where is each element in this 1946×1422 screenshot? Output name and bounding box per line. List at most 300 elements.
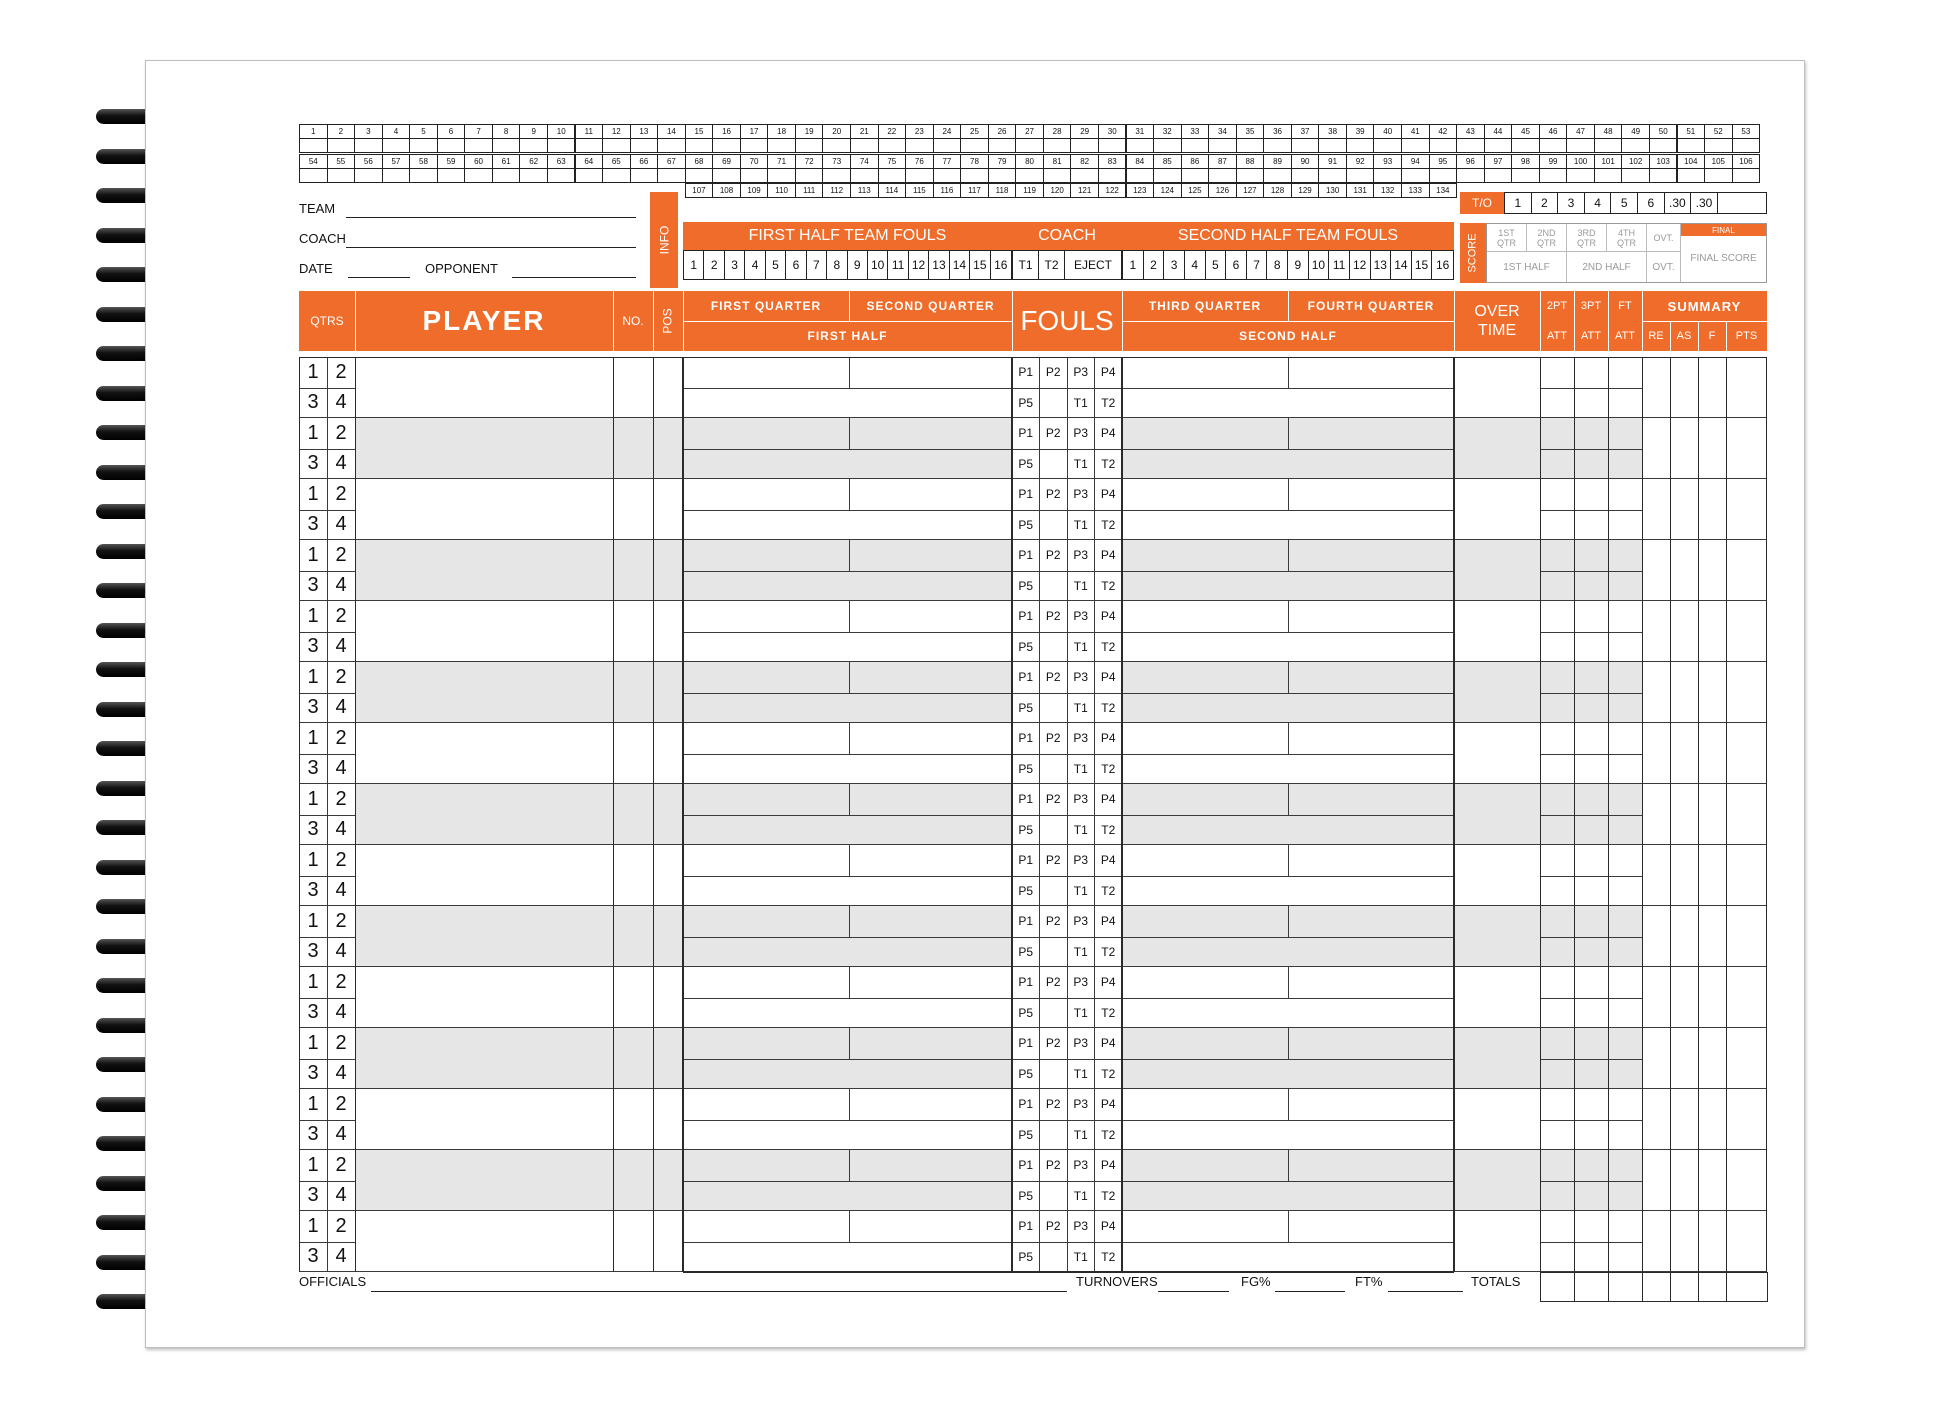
- second-half-scoring[interactable]: [1122, 1059, 1454, 1090]
- personal-foul-box[interactable]: P3: [1067, 479, 1095, 510]
- fourth-quarter-scoring[interactable]: [1288, 1028, 1454, 1059]
- fourth-quarter-scoring[interactable]: [1288, 540, 1454, 571]
- score-mark-box[interactable]: [795, 138, 824, 153]
- third-quarter-scoring[interactable]: [1122, 967, 1288, 998]
- player-number-field[interactable]: [613, 662, 653, 723]
- personal-foul-box[interactable]: [1040, 510, 1068, 541]
- second-half-scoring[interactable]: [1122, 876, 1454, 907]
- second-quarter-scoring[interactable]: [849, 1028, 1012, 1059]
- second-half-scoring[interactable]: [1122, 815, 1454, 846]
- score-mark-box[interactable]: [822, 168, 851, 183]
- third-quarter-scoring[interactable]: [1122, 479, 1288, 510]
- quarter-check[interactable]: 2: [335, 970, 347, 993]
- personal-foul-box[interactable]: P5: [1012, 937, 1040, 968]
- personal-foul-box[interactable]: P3: [1067, 1089, 1095, 1120]
- player-name-field[interactable]: [355, 906, 613, 967]
- second-half-team-foul-box[interactable]: 9: [1288, 251, 1309, 279]
- personal-foul-box[interactable]: P1: [1012, 1028, 1040, 1059]
- first-half-score-cell[interactable]: 1ST HALF: [1487, 252, 1567, 282]
- score-mark-box[interactable]: [1043, 168, 1072, 183]
- score-mark-box[interactable]: [988, 168, 1017, 183]
- quarter-check[interactable]: 3: [307, 696, 319, 719]
- player-position-field[interactable]: [653, 662, 683, 723]
- timeout-box[interactable]: 4: [1585, 193, 1612, 213]
- quarter-check[interactable]: 1: [307, 482, 319, 505]
- first-half-scoring[interactable]: [683, 693, 1012, 724]
- third-quarter-scoring[interactable]: [1122, 845, 1288, 876]
- personal-foul-box[interactable]: P3: [1067, 662, 1095, 693]
- score-mark-box[interactable]: [1318, 138, 1347, 153]
- first-half-scoring[interactable]: [683, 815, 1012, 846]
- timeout-box[interactable]: 3: [1558, 193, 1585, 213]
- player-name-field[interactable]: [355, 1211, 613, 1272]
- score-quarter-cell[interactable]: 3RD QTR: [1567, 224, 1607, 252]
- personal-foul-box[interactable]: P2: [1040, 1089, 1068, 1120]
- personal-foul-box[interactable]: P1: [1012, 723, 1040, 754]
- first-half-scoring[interactable]: [683, 876, 1012, 907]
- first-half-scoring[interactable]: [683, 449, 1012, 480]
- quarter-check[interactable]: 4: [335, 1062, 347, 1085]
- score-mark-box[interactable]: [602, 138, 631, 153]
- player-number-field[interactable]: [613, 845, 653, 906]
- player-position-field[interactable]: [653, 357, 683, 418]
- personal-foul-box[interactable]: P5: [1012, 449, 1040, 480]
- personal-foul-box[interactable]: P1: [1012, 845, 1040, 876]
- score-mark-box[interactable]: [988, 138, 1017, 153]
- personal-foul-box[interactable]: P1: [1012, 784, 1040, 815]
- score-mark-box[interactable]: [1429, 168, 1458, 183]
- player-name-field[interactable]: [355, 601, 613, 662]
- second-half-team-foul-box[interactable]: 13: [1371, 251, 1392, 279]
- personal-foul-box[interactable]: P4: [1095, 1089, 1123, 1120]
- score-mark-box[interactable]: [822, 138, 851, 153]
- quarter-check[interactable]: 3: [307, 940, 319, 963]
- first-quarter-scoring[interactable]: [683, 1089, 849, 1120]
- personal-foul-box[interactable]: P4: [1095, 357, 1123, 388]
- score-mark-box[interactable]: [1153, 168, 1182, 183]
- quarter-check[interactable]: 4: [335, 1184, 347, 1207]
- second-half-team-foul-box[interactable]: 12: [1350, 251, 1371, 279]
- personal-foul-box[interactable]: P4: [1095, 845, 1123, 876]
- second-half-scoring[interactable]: [1122, 388, 1454, 419]
- second-quarter-scoring[interactable]: [849, 662, 1012, 693]
- personal-foul-box[interactable]: T1: [1067, 449, 1095, 480]
- score-mark-box[interactable]: [1511, 138, 1540, 153]
- quarter-check[interactable]: 4: [335, 1123, 347, 1146]
- second-half-scoring[interactable]: [1122, 571, 1454, 602]
- player-number-field[interactable]: [613, 784, 653, 845]
- quarter-check[interactable]: 4: [335, 1001, 347, 1024]
- coach-t2[interactable]: T2: [1039, 251, 1065, 279]
- first-half-team-foul-box[interactable]: 13: [929, 251, 949, 279]
- personal-foul-box[interactable]: T1: [1067, 876, 1095, 907]
- second-quarter-scoring[interactable]: [849, 967, 1012, 998]
- score-mark-box[interactable]: [1318, 168, 1347, 183]
- personal-foul-box[interactable]: P1: [1012, 540, 1040, 571]
- personal-foul-box[interactable]: P2: [1040, 357, 1068, 388]
- second-half-scoring[interactable]: [1122, 1120, 1454, 1151]
- player-name-field[interactable]: [355, 479, 613, 540]
- first-quarter-scoring[interactable]: [683, 845, 849, 876]
- quarter-check[interactable]: 4: [335, 635, 347, 658]
- personal-foul-box[interactable]: P4: [1095, 479, 1123, 510]
- score-mark-box[interactable]: [905, 168, 934, 183]
- player-number-field[interactable]: [613, 1150, 653, 1211]
- second-half-team-foul-box[interactable]: 16: [1436, 258, 1450, 272]
- player-number-field[interactable]: [613, 479, 653, 540]
- score-mark-box[interactable]: [464, 138, 493, 153]
- player-position-field[interactable]: [653, 601, 683, 662]
- score-mark-box[interactable]: [630, 138, 659, 153]
- quarter-check[interactable]: 1: [307, 1214, 319, 1237]
- quarter-check[interactable]: 3: [307, 513, 319, 536]
- personal-foul-box[interactable]: P3: [1067, 723, 1095, 754]
- score-mark-box[interactable]: [850, 168, 879, 183]
- second-half-team-foul-box[interactable]: 11: [1329, 251, 1350, 279]
- fourth-quarter-scoring[interactable]: [1288, 723, 1454, 754]
- player-position-field[interactable]: [653, 967, 683, 1028]
- personal-foul-box[interactable]: P5: [1012, 1242, 1040, 1273]
- personal-foul-box[interactable]: P3: [1067, 1028, 1095, 1059]
- personal-foul-box[interactable]: P5: [1012, 388, 1040, 419]
- total-box[interactable]: [1698, 1272, 1727, 1302]
- third-quarter-scoring[interactable]: [1122, 784, 1288, 815]
- personal-foul-box[interactable]: P4: [1095, 967, 1123, 998]
- third-quarter-scoring[interactable]: [1122, 1150, 1288, 1181]
- first-half-scoring[interactable]: [683, 510, 1012, 541]
- player-name-field[interactable]: [355, 1089, 613, 1150]
- player-name-field[interactable]: [355, 845, 613, 906]
- player-name-field[interactable]: [355, 1150, 613, 1211]
- second-half-scoring[interactable]: [1122, 449, 1454, 480]
- quarter-check[interactable]: 2: [335, 421, 347, 444]
- player-position-field[interactable]: [653, 1150, 683, 1211]
- team-input-line[interactable]: [346, 217, 636, 218]
- personal-foul-box[interactable]: [1040, 1059, 1068, 1090]
- personal-foul-box[interactable]: P2: [1040, 479, 1068, 510]
- personal-foul-box[interactable]: P4: [1095, 418, 1123, 449]
- first-quarter-scoring[interactable]: [683, 418, 849, 449]
- personal-foul-box[interactable]: [1040, 754, 1068, 785]
- quarter-check[interactable]: 3: [307, 1184, 319, 1207]
- quarter-check[interactable]: 1: [307, 1092, 319, 1115]
- score-mark-box[interactable]: [575, 168, 604, 183]
- personal-foul-box[interactable]: T1: [1067, 1242, 1095, 1273]
- player-name-field[interactable]: [355, 418, 613, 479]
- score-mark-box[interactable]: [1346, 168, 1375, 183]
- score-mark-box[interactable]: [905, 138, 934, 153]
- score-mark-box[interactable]: [1070, 168, 1099, 183]
- coach-eject[interactable]: EJECT: [1073, 258, 1112, 272]
- quarter-check[interactable]: 2: [335, 665, 347, 688]
- officials-input-line[interactable]: [371, 1291, 1067, 1292]
- personal-foul-box[interactable]: P5: [1012, 876, 1040, 907]
- timeout-box[interactable]: .30: [1691, 193, 1718, 213]
- score-mark-box[interactable]: [519, 138, 548, 153]
- personal-foul-box[interactable]: [1040, 632, 1068, 663]
- score-mark-box[interactable]: [1621, 138, 1650, 153]
- quarter-check[interactable]: 4: [335, 940, 347, 963]
- score-mark-box[interactable]: [795, 168, 824, 183]
- second-half-scoring[interactable]: [1122, 1242, 1454, 1273]
- quarter-check[interactable]: 1: [307, 726, 319, 749]
- fourth-quarter-scoring[interactable]: [1288, 479, 1454, 510]
- quarter-check[interactable]: 1: [307, 421, 319, 444]
- player-position-field[interactable]: [653, 479, 683, 540]
- personal-foul-box[interactable]: P5: [1012, 998, 1040, 1029]
- coach-input-line[interactable]: [346, 247, 636, 248]
- first-half-team-foul-box[interactable]: 10: [868, 251, 888, 279]
- player-number-field[interactable]: [613, 967, 653, 1028]
- third-quarter-scoring[interactable]: [1122, 1211, 1288, 1242]
- second-quarter-scoring[interactable]: [849, 418, 1012, 449]
- quarter-check[interactable]: 1: [307, 909, 319, 932]
- personal-foul-box[interactable]: [1040, 998, 1068, 1029]
- personal-foul-box[interactable]: T1: [1067, 632, 1095, 663]
- first-quarter-scoring[interactable]: [683, 1028, 849, 1059]
- player-name-field[interactable]: [355, 357, 613, 418]
- first-half-scoring[interactable]: [683, 937, 1012, 968]
- player-position-field[interactable]: [653, 723, 683, 784]
- first-half-team-foul-box[interactable]: 9: [848, 251, 868, 279]
- personal-foul-box[interactable]: P5: [1012, 754, 1040, 785]
- personal-foul-box[interactable]: T1: [1067, 571, 1095, 602]
- quarter-check[interactable]: 2: [335, 787, 347, 810]
- quarter-check[interactable]: 3: [307, 635, 319, 658]
- first-half-team-foul-box[interactable]: 5: [766, 251, 786, 279]
- score-mark-box[interactable]: [1456, 138, 1485, 153]
- score-mark-box[interactable]: [740, 138, 769, 153]
- second-half-scoring[interactable]: [1122, 693, 1454, 724]
- player-position-field[interactable]: [653, 1028, 683, 1089]
- quarter-check[interactable]: 2: [335, 726, 347, 749]
- personal-foul-box[interactable]: T1: [1067, 388, 1095, 419]
- score-mark-box[interactable]: [492, 168, 521, 183]
- personal-foul-box[interactable]: [1040, 388, 1068, 419]
- first-quarter-scoring[interactable]: [683, 1211, 849, 1242]
- personal-foul-box[interactable]: P3: [1067, 967, 1095, 998]
- personal-foul-box[interactable]: T2: [1095, 754, 1123, 785]
- ft-percent-input-line[interactable]: [1388, 1291, 1463, 1292]
- score-mark-box[interactable]: [437, 168, 466, 183]
- timeout-box[interactable]: 6: [1638, 193, 1665, 213]
- personal-foul-box[interactable]: P1: [1012, 662, 1040, 693]
- quarter-check[interactable]: 4: [335, 818, 347, 841]
- player-position-field[interactable]: [653, 1089, 683, 1150]
- score-mark-box[interactable]: [960, 138, 989, 153]
- personal-foul-box[interactable]: T2: [1095, 571, 1123, 602]
- score-mark-box[interactable]: [327, 138, 356, 153]
- personal-foul-box[interactable]: P4: [1095, 1150, 1123, 1181]
- personal-foul-box[interactable]: [1040, 876, 1068, 907]
- first-half-scoring[interactable]: [683, 998, 1012, 1029]
- first-half-scoring[interactable]: [683, 754, 1012, 785]
- first-half-scoring[interactable]: [683, 1181, 1012, 1212]
- quarter-check[interactable]: 3: [307, 1245, 319, 1268]
- score-mark-box[interactable]: [657, 138, 686, 153]
- player-number-field[interactable]: [613, 357, 653, 418]
- quarter-check[interactable]: 1: [307, 360, 319, 383]
- first-half-scoring[interactable]: [683, 632, 1012, 663]
- player-number-field[interactable]: [613, 540, 653, 601]
- fg-percent-input-line[interactable]: [1275, 1291, 1345, 1292]
- score-mark-box[interactable]: [1181, 138, 1210, 153]
- score-mark-box[interactable]: [1291, 138, 1320, 153]
- personal-foul-box[interactable]: [1040, 937, 1068, 968]
- quarter-check[interactable]: 4: [335, 757, 347, 780]
- personal-foul-box[interactable]: P3: [1067, 357, 1095, 388]
- score-mark-box[interactable]: [1704, 168, 1733, 183]
- score-mark-box[interactable]: [299, 168, 328, 183]
- first-quarter-scoring[interactable]: [683, 357, 849, 388]
- score-mark-box[interactable]: [547, 138, 576, 153]
- second-half-scoring[interactable]: [1122, 754, 1454, 785]
- score-mark-box[interactable]: [1732, 168, 1761, 183]
- second-half-scoring[interactable]: [1122, 510, 1454, 541]
- personal-foul-box[interactable]: P4: [1095, 723, 1123, 754]
- second-half-team-foul-box[interactable]: 5: [1206, 251, 1227, 279]
- timeout-box[interactable]: .30: [1665, 193, 1692, 213]
- total-box[interactable]: [1574, 1272, 1609, 1302]
- player-number-field[interactable]: [613, 1089, 653, 1150]
- second-quarter-scoring[interactable]: [849, 601, 1012, 632]
- first-half-team-foul-box[interactable]: 8: [827, 251, 847, 279]
- second-half-scoring[interactable]: [1122, 632, 1454, 663]
- quarter-check[interactable]: 4: [335, 696, 347, 719]
- score-mark-box[interactable]: [1649, 138, 1678, 153]
- third-quarter-scoring[interactable]: [1122, 906, 1288, 937]
- personal-foul-box[interactable]: P5: [1012, 1120, 1040, 1151]
- personal-foul-box[interactable]: P5: [1012, 632, 1040, 663]
- personal-foul-box[interactable]: T2: [1095, 388, 1123, 419]
- total-box[interactable]: [1670, 1272, 1699, 1302]
- third-quarter-scoring[interactable]: [1122, 723, 1288, 754]
- personal-foul-box[interactable]: P2: [1040, 540, 1068, 571]
- personal-foul-box[interactable]: [1040, 693, 1068, 724]
- score-mark-box[interactable]: [575, 138, 604, 153]
- personal-foul-box[interactable]: T2: [1095, 1059, 1123, 1090]
- score-mark-box[interactable]: [602, 168, 631, 183]
- quarter-check[interactable]: 2: [335, 909, 347, 932]
- personal-foul-box[interactable]: [1040, 571, 1068, 602]
- first-half-team-foul-box[interactable]: 7: [807, 251, 827, 279]
- total-box[interactable]: [1540, 1272, 1575, 1302]
- second-quarter-scoring[interactable]: [849, 357, 1012, 388]
- personal-foul-box[interactable]: P2: [1040, 784, 1068, 815]
- timeout-box[interactable]: 5: [1611, 193, 1638, 213]
- quarter-check[interactable]: 2: [335, 360, 347, 383]
- score-mark-box[interactable]: [299, 138, 328, 153]
- first-quarter-scoring[interactable]: [683, 601, 849, 632]
- personal-foul-box[interactable]: [1040, 1120, 1068, 1151]
- score-mark-box[interactable]: [1401, 138, 1430, 153]
- score-mark-box[interactable]: [382, 138, 411, 153]
- first-half-team-foul-box[interactable]: 3: [725, 251, 745, 279]
- score-mark-box[interactable]: [767, 168, 796, 183]
- personal-foul-box[interactable]: T1: [1067, 998, 1095, 1029]
- player-name-field[interactable]: [355, 723, 613, 784]
- first-half-team-foul-box[interactable]: 11: [888, 251, 908, 279]
- second-half-team-foul-box[interactable]: 7: [1247, 251, 1268, 279]
- score-mark-box[interactable]: [878, 138, 907, 153]
- personal-foul-box[interactable]: P4: [1095, 601, 1123, 632]
- first-quarter-scoring[interactable]: [683, 906, 849, 937]
- first-quarter-scoring[interactable]: [683, 479, 849, 510]
- first-half-scoring[interactable]: [683, 571, 1012, 602]
- quarter-check[interactable]: 1: [307, 970, 319, 993]
- fourth-quarter-scoring[interactable]: [1288, 845, 1454, 876]
- personal-foul-box[interactable]: T2: [1095, 998, 1123, 1029]
- personal-foul-box[interactable]: T2: [1095, 876, 1123, 907]
- fourth-quarter-scoring[interactable]: [1288, 906, 1454, 937]
- quarter-check[interactable]: 3: [307, 1062, 319, 1085]
- player-number-field[interactable]: [613, 1211, 653, 1272]
- fourth-quarter-scoring[interactable]: [1288, 967, 1454, 998]
- total-box[interactable]: [1642, 1272, 1671, 1302]
- quarter-check[interactable]: 1: [307, 543, 319, 566]
- personal-foul-box[interactable]: P5: [1012, 1059, 1040, 1090]
- first-quarter-scoring[interactable]: [683, 784, 849, 815]
- score-mark-box[interactable]: [492, 138, 521, 153]
- score-mark-box[interactable]: [519, 168, 548, 183]
- personal-foul-box[interactable]: P1: [1012, 1211, 1040, 1242]
- score-mark-box[interactable]: [1263, 168, 1292, 183]
- personal-foul-box[interactable]: P4: [1095, 1028, 1123, 1059]
- personal-foul-box[interactable]: P3: [1067, 601, 1095, 632]
- quarter-check[interactable]: 1: [307, 1153, 319, 1176]
- personal-foul-box[interactable]: P4: [1095, 662, 1123, 693]
- first-quarter-scoring[interactable]: [683, 662, 849, 693]
- score-mark-box[interactable]: [960, 168, 989, 183]
- score-mark-box[interactable]: [1346, 138, 1375, 153]
- personal-foul-box[interactable]: P3: [1067, 1211, 1095, 1242]
- third-quarter-scoring[interactable]: [1122, 1028, 1288, 1059]
- player-name-field[interactable]: [355, 1028, 613, 1089]
- second-quarter-scoring[interactable]: [849, 1089, 1012, 1120]
- personal-foul-box[interactable]: T1: [1067, 937, 1095, 968]
- personal-foul-box[interactable]: [1040, 1242, 1068, 1273]
- personal-foul-box[interactable]: P5: [1012, 693, 1040, 724]
- score-mark-box[interactable]: [1126, 168, 1155, 183]
- personal-foul-box[interactable]: P2: [1040, 967, 1068, 998]
- second-half-scoring[interactable]: [1122, 937, 1454, 968]
- opponent-input-line[interactable]: [512, 277, 636, 278]
- quarter-check[interactable]: 4: [335, 879, 347, 902]
- quarter-check[interactable]: 3: [307, 1123, 319, 1146]
- score-mark-box[interactable]: [1566, 138, 1595, 153]
- first-half-team-foul-box[interactable]: 14: [950, 251, 970, 279]
- second-quarter-scoring[interactable]: [849, 1150, 1012, 1181]
- personal-foul-box[interactable]: T1: [1067, 1181, 1095, 1212]
- player-position-field[interactable]: [653, 906, 683, 967]
- personal-foul-box[interactable]: P1: [1012, 967, 1040, 998]
- fourth-quarter-scoring[interactable]: [1288, 784, 1454, 815]
- score-quarter-cell[interactable]: 4TH QTR: [1607, 224, 1647, 252]
- score-mark-box[interactable]: [1677, 138, 1706, 153]
- total-box[interactable]: [1608, 1272, 1643, 1302]
- second-half-team-foul-box[interactable]: 2: [1144, 251, 1165, 279]
- quarter-check[interactable]: 2: [335, 1031, 347, 1054]
- personal-foul-box[interactable]: P2: [1040, 601, 1068, 632]
- score-mark-box[interactable]: [1236, 168, 1265, 183]
- score-mark-box[interactable]: [740, 168, 769, 183]
- fourth-quarter-scoring[interactable]: [1288, 1150, 1454, 1181]
- personal-foul-box[interactable]: P1: [1012, 479, 1040, 510]
- score-mark-box[interactable]: [547, 168, 576, 183]
- player-name-field[interactable]: [355, 784, 613, 845]
- score-mark-box[interactable]: [1511, 168, 1540, 183]
- personal-foul-box[interactable]: P1: [1012, 906, 1040, 937]
